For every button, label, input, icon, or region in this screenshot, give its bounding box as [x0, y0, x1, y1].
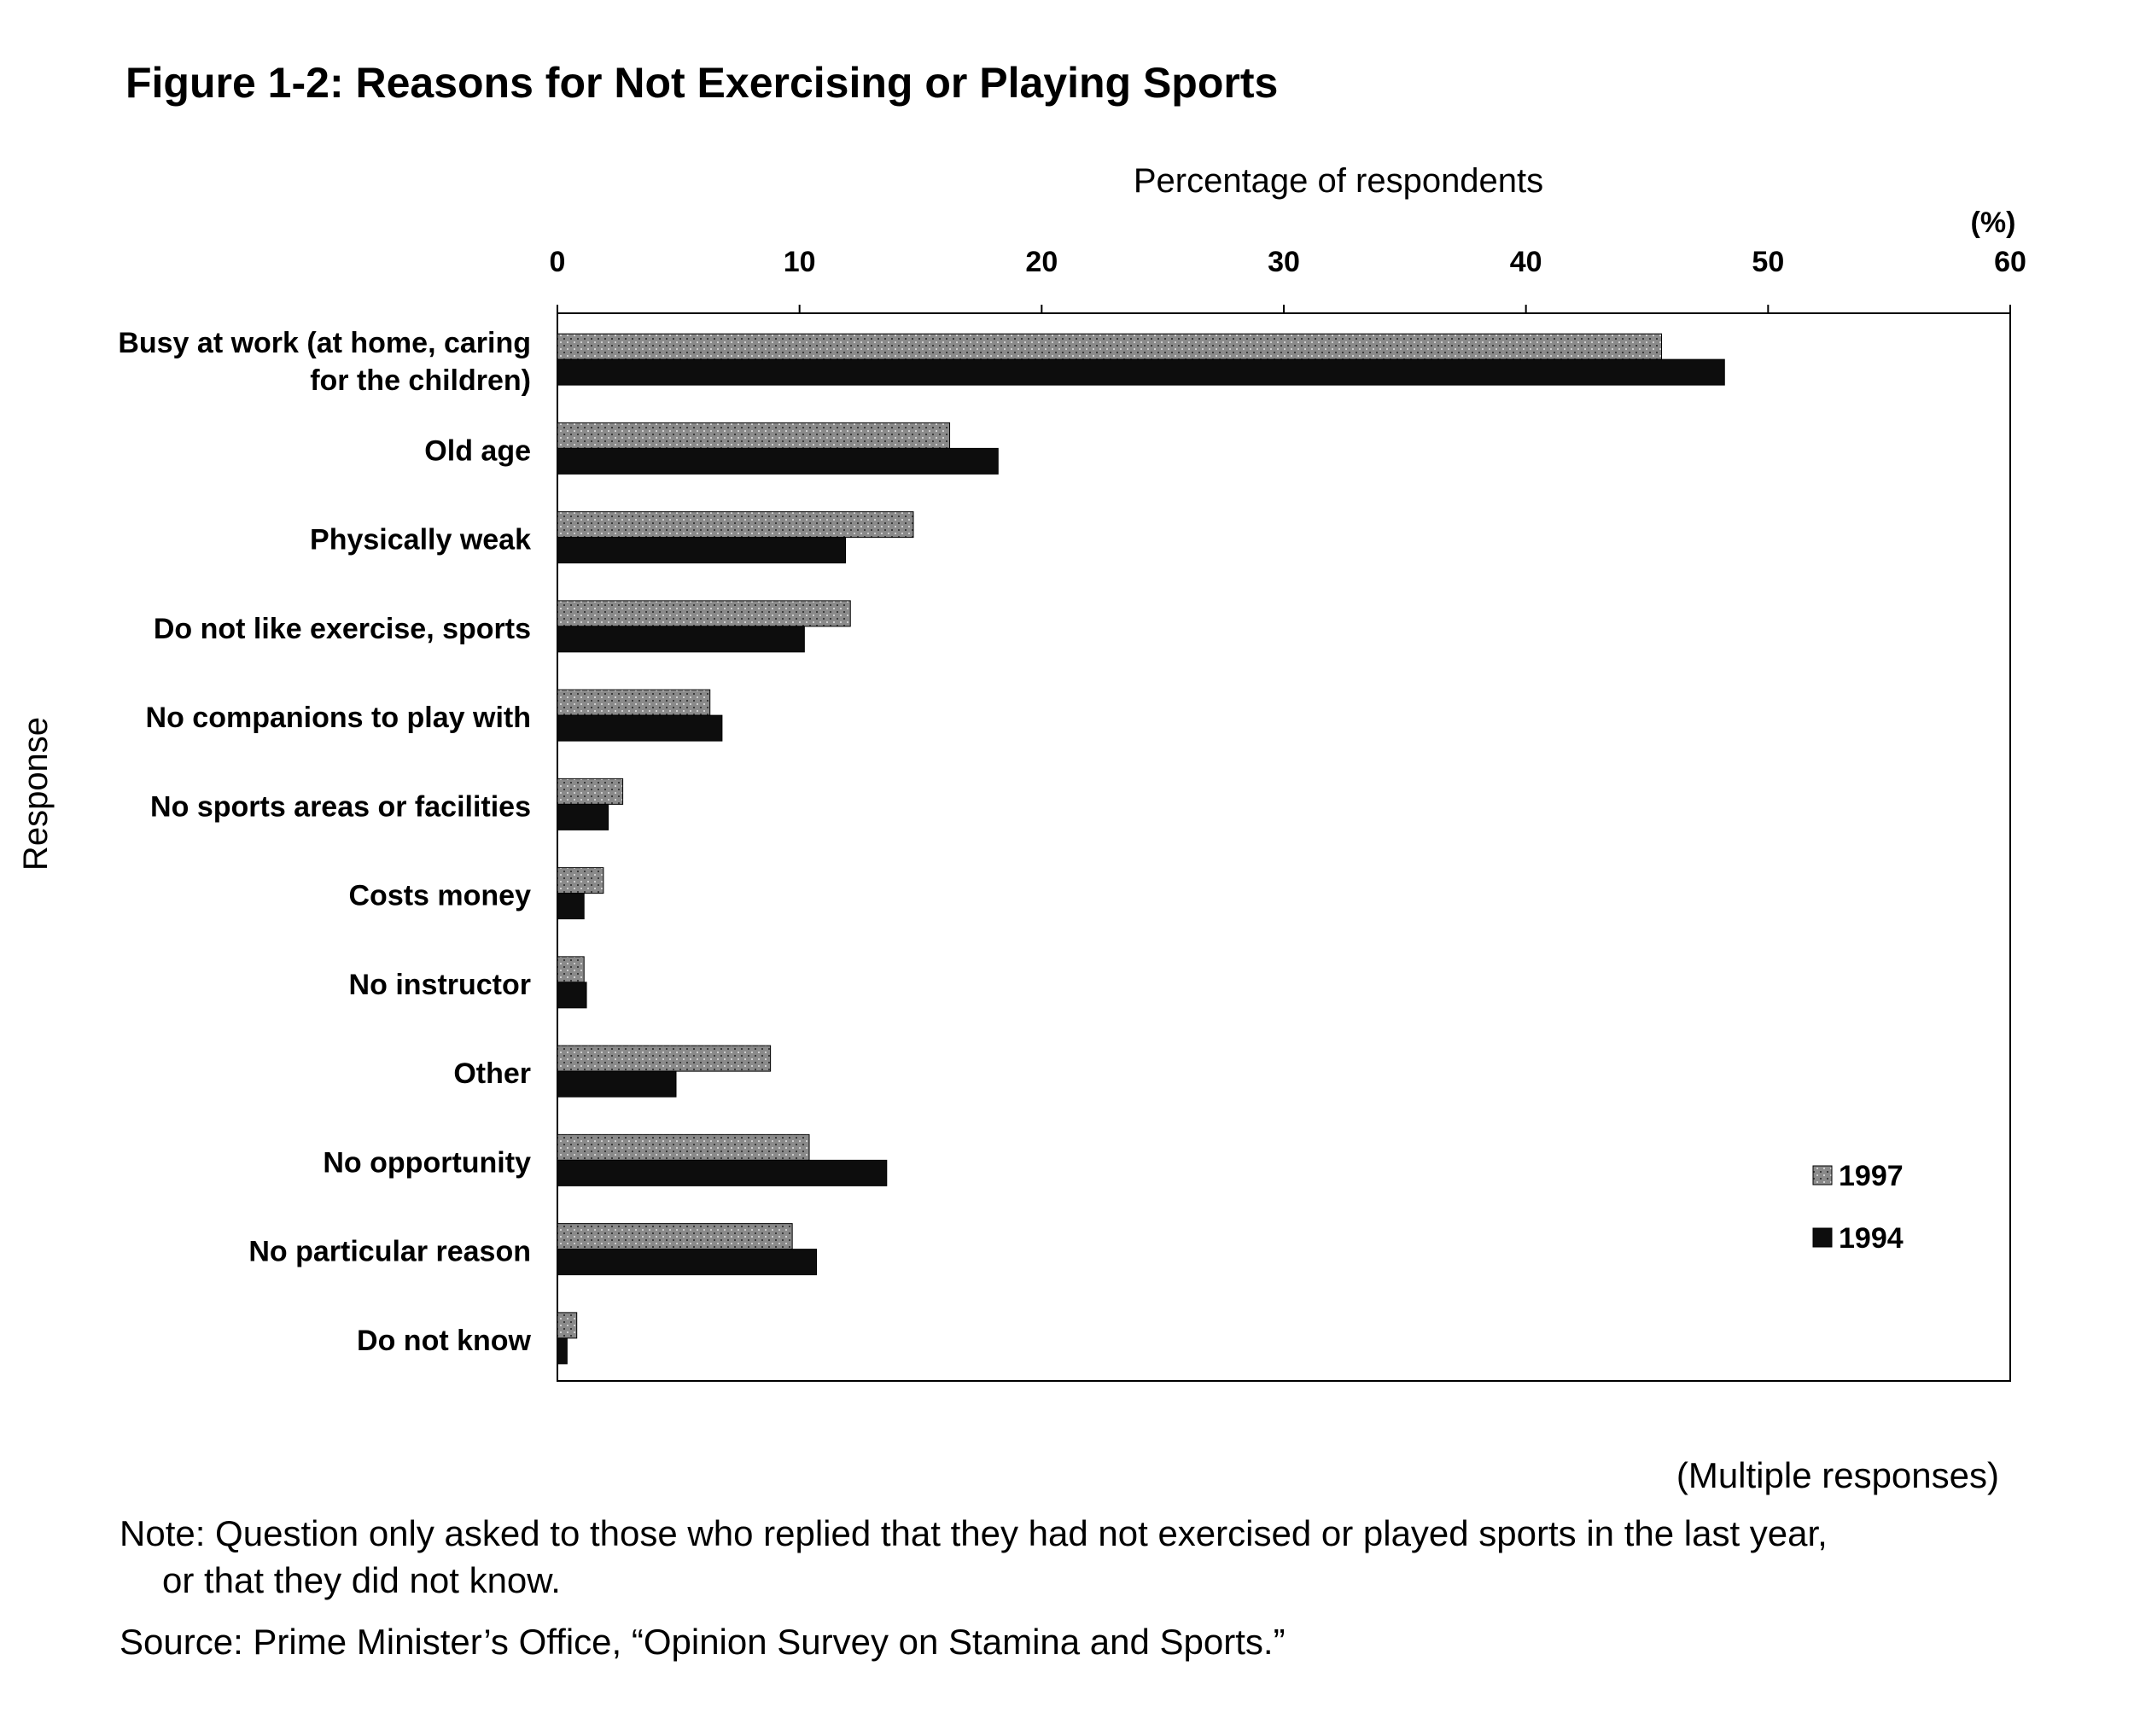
bars-layer: [557, 334, 1724, 1364]
note-line-2: or that they did not know.: [162, 1560, 561, 1600]
category-label: No opportunity: [323, 1146, 531, 1180]
legend-label-1997: 1997: [1839, 1160, 1904, 1192]
bar-1994: [557, 359, 1724, 385]
category-label: Costs money: [348, 879, 531, 912]
category-label: No sports areas or facilities: [150, 790, 531, 824]
bar-1997: [557, 1046, 771, 1071]
category-label: Do not know: [357, 1324, 531, 1357]
figure-title: Figure 1-2: Reasons for Not Exercising or Playing Sports: [125, 59, 1279, 107]
x-axis-unit: (%): [1970, 207, 2016, 239]
bar-1994: [557, 1160, 887, 1185]
bar-1997: [557, 690, 710, 715]
bar-1994: [557, 1071, 676, 1097]
x-tick-label: 30: [1268, 246, 1300, 278]
x-axis-title: Percentage of respondents: [1133, 162, 1544, 200]
category-label: No particular reason: [248, 1235, 531, 1268]
category-label: Old age: [424, 434, 531, 468]
bar-1994: [557, 715, 722, 741]
x-tick-label: 60: [1994, 246, 2026, 278]
legend: [1813, 1160, 1904, 1255]
category-label: Other: [453, 1057, 531, 1091]
bar-1997: [557, 512, 913, 538]
bar-1994: [557, 894, 584, 919]
bar-1997: [557, 778, 623, 804]
bar-1997: [557, 1224, 792, 1250]
x-tick-label: 40: [1509, 246, 1542, 278]
x-tick-label: 10: [783, 246, 816, 278]
bar-1994: [557, 804, 609, 830]
bar-1994: [557, 1338, 567, 1364]
x-tick-label: 50: [1752, 246, 1785, 278]
category-labels-layer: [118, 327, 531, 1357]
category-label: No companions to play with: [145, 702, 531, 735]
source-line: Source: Prime Minister’s Office, “Opinion Survey on Stamina and Sports.”: [120, 1622, 1286, 1662]
y-axis-title: Response: [17, 716, 55, 871]
bar-1997: [557, 422, 950, 448]
note-line-1: Note: Question only asked to those who replied that they had not exercised or played sports in the last year,: [120, 1513, 1828, 1553]
category-label: Do not like exercise, sports: [153, 612, 531, 645]
bar-1997: [557, 334, 1662, 359]
bar-1997: [557, 1134, 809, 1160]
bar-1997: [557, 1313, 577, 1338]
x-tick-label: 0: [549, 246, 566, 278]
category-label: for the children): [310, 364, 531, 398]
multiple-responses-note: (Multiple responses): [1676, 1455, 1999, 1495]
x-tick-label: 20: [1025, 246, 1058, 278]
bar-1994: [557, 1250, 817, 1275]
bar-1994: [557, 448, 998, 474]
bar-1994: [557, 626, 804, 652]
legend-swatch-1994: [1813, 1228, 1832, 1247]
bar-1997: [557, 868, 603, 894]
category-label: No instructor: [348, 968, 531, 1001]
legend-label-1994: 1994: [1839, 1222, 1904, 1255]
bar-1997: [557, 601, 850, 626]
bar-1994: [557, 538, 846, 563]
bar-1994: [557, 982, 586, 1008]
legend-swatch-1997: [1813, 1166, 1832, 1185]
category-label: Physically weak: [310, 523, 531, 556]
category-label: Busy at work (at home, caring: [118, 327, 531, 360]
bar-1997: [557, 957, 584, 982]
